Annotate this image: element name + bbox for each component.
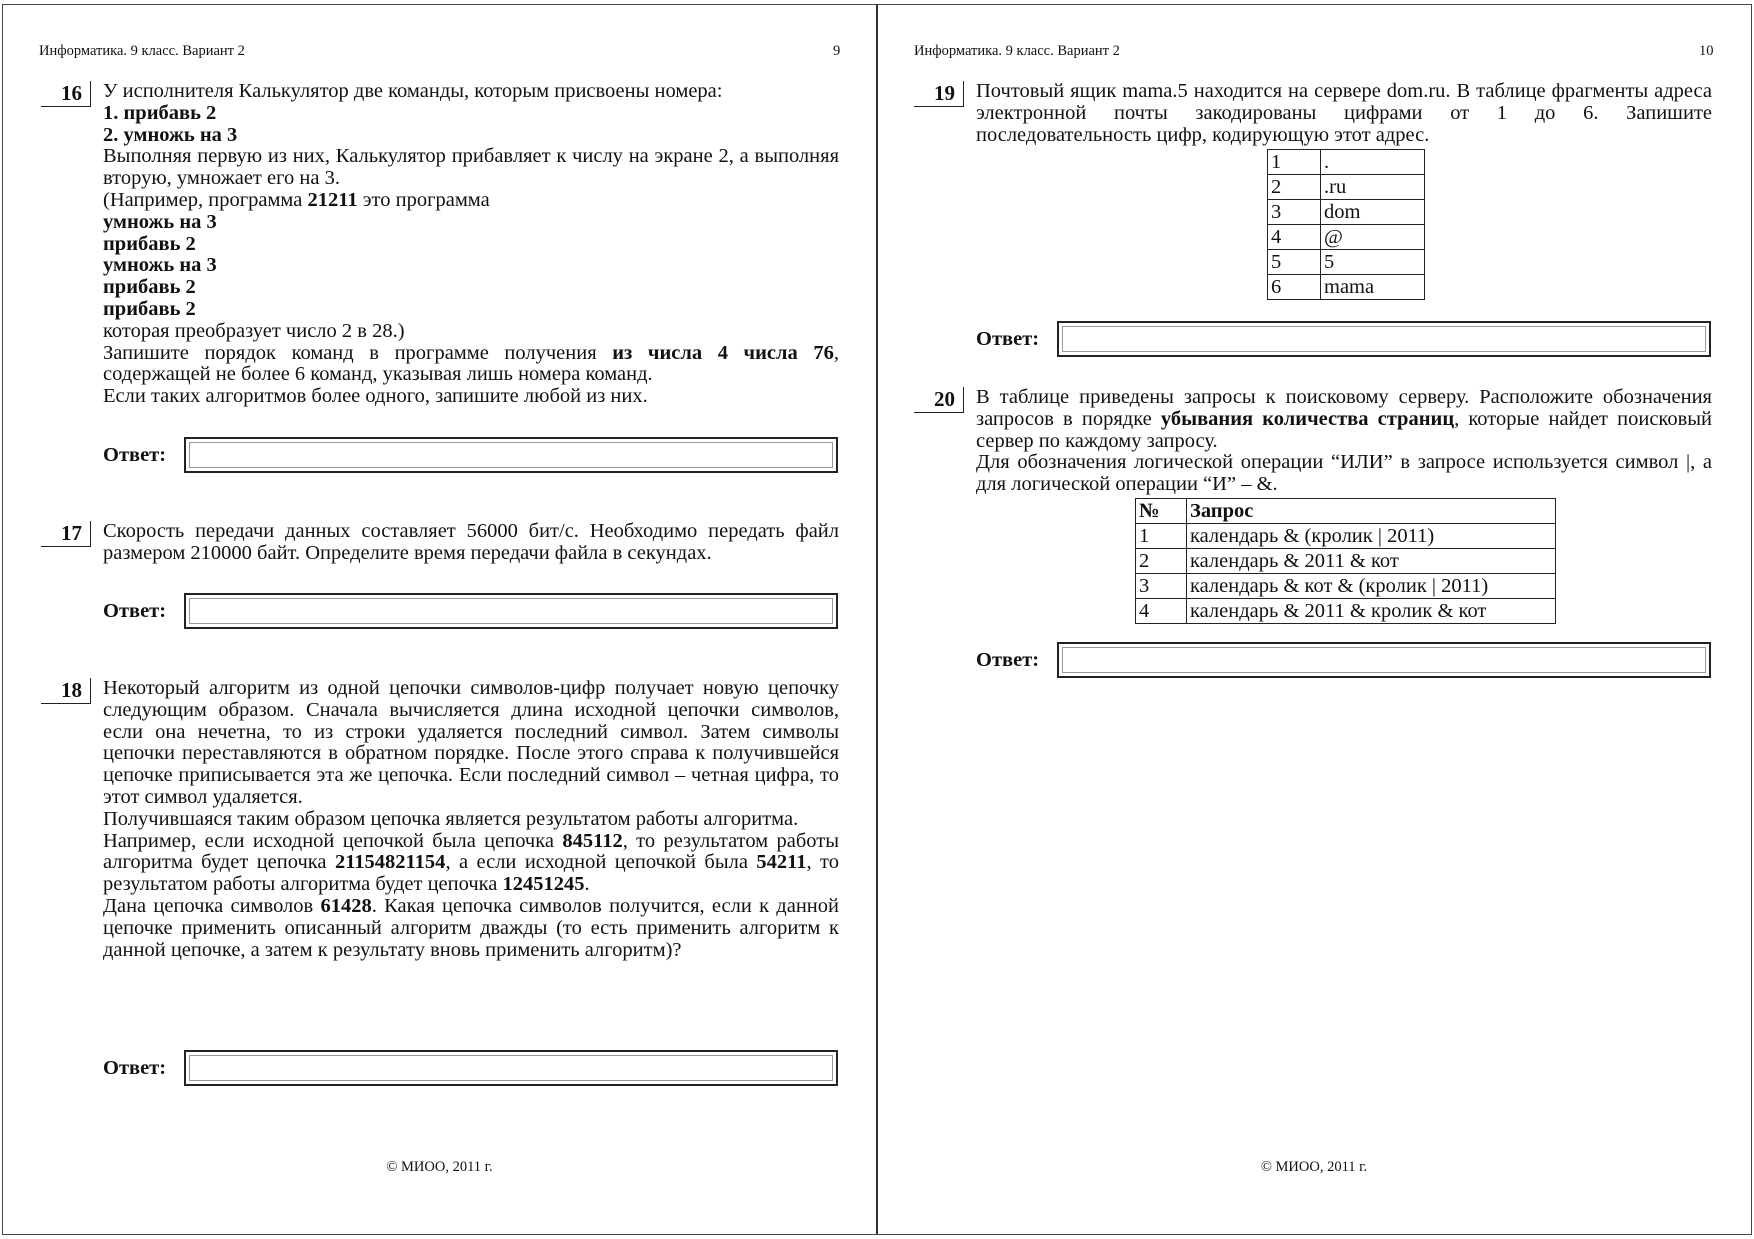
page-footer: © МИОО, 2011 г. xyxy=(386,1159,493,1175)
text-segment: которая преобразует число 2 в 28.) xyxy=(103,319,405,342)
text-segment: , которые найдет поисковый сервер по каждому запросу. xyxy=(976,407,1713,452)
table-row xyxy=(1268,175,1425,200)
text-segment: Например, если исходной цепочкой была цепочка xyxy=(103,829,563,852)
page-header: Информатика. 9 класс. Вариант 2 xyxy=(914,43,1120,59)
table-cell: mama xyxy=(1321,275,1425,300)
bold-text: прибавь 2 xyxy=(103,232,196,255)
paragraph xyxy=(103,678,839,809)
question-16 xyxy=(61,80,840,408)
question-text xyxy=(103,81,839,408)
text-segment: В таблице приведены запросы к поисковому серверу. Расположите обозначения запросов в порядке xyxy=(976,386,1712,430)
text-segment: Дана цепочка символов xyxy=(103,894,321,917)
table-cell: 4 xyxy=(1268,225,1321,250)
answer-17 xyxy=(103,593,838,629)
paragraph xyxy=(103,343,839,387)
table-cell: . xyxy=(1321,150,1425,175)
table-cell: 2 xyxy=(1136,549,1187,574)
table-cell: 3 xyxy=(1268,200,1321,225)
text-segment: Для обозначения логической операции “ИЛИ” в запросе используется символ |, а для логической операции “И” – &. xyxy=(976,451,1712,496)
text-segment: , а если исходной цепочкой была xyxy=(445,851,757,874)
bold-text: убывания количества страниц xyxy=(1160,407,1455,430)
question-18 xyxy=(61,677,839,961)
search-query-table xyxy=(1135,498,1556,624)
table-cell: .ru xyxy=(1321,175,1425,200)
table-cell: календарь & 2011 & кот xyxy=(1187,549,1556,574)
text-segment: . xyxy=(584,873,590,896)
text-segment: . Какая цепочка символов получится, если к данной цепочке применить описанный алгоритм дважды (то есть применить алгоритм к данной цепочке, а затем к результату вновь применить алгоритм)? xyxy=(103,894,839,961)
table-cell: 1 xyxy=(1136,524,1187,549)
paragraph xyxy=(103,125,839,147)
text-segment: (Например, программа xyxy=(103,188,308,211)
question-19 xyxy=(934,80,1712,146)
text-segment: Запишите порядок команд в программе получения xyxy=(103,341,613,364)
answer-field[interactable] xyxy=(184,437,838,473)
paragraph xyxy=(103,103,839,125)
table-row xyxy=(1268,225,1425,250)
question-text xyxy=(976,387,1712,496)
question-text xyxy=(976,81,1712,146)
bold-text: 2. умножь на 3 xyxy=(103,123,238,146)
paragraph xyxy=(103,212,839,234)
text-segment: это программа xyxy=(357,188,490,211)
text-segment: Почтовый ящик mama.5 находится на сервере dom.ru. В таблице фрагменты адреса электронной почты закодированы цифрами от 1 до 6. Запишите последовательность цифр, кодирующую этот адрес. xyxy=(976,80,1712,146)
text-segment: , то результатом работы алгоритма будет цепочка xyxy=(103,829,839,874)
address-code-table xyxy=(1267,149,1425,300)
text-segment: , содержащей не более 6 команд, указывая лишь номера команд. xyxy=(103,341,840,386)
question-number: 19 xyxy=(914,81,964,107)
bold-text: 54211 xyxy=(756,851,807,874)
paragraph xyxy=(976,387,1712,452)
table-cell: 5 xyxy=(1268,250,1321,275)
paragraph xyxy=(103,146,839,190)
table-cell: 1 xyxy=(1268,150,1321,175)
bold-text: умножь на 3 xyxy=(103,254,217,277)
table-cell: календарь & 2011 & кролик & кот xyxy=(1187,599,1556,624)
table-header-cell: Запрос xyxy=(1187,499,1556,524)
table-row xyxy=(1268,275,1425,300)
bold-text: 21211 xyxy=(307,188,358,211)
answer-field[interactable] xyxy=(1057,642,1711,678)
table-row xyxy=(1268,250,1425,275)
paragraph xyxy=(103,299,839,321)
bold-text: прибавь 2 xyxy=(103,276,196,299)
answer-field[interactable] xyxy=(1057,321,1711,357)
table-cell: 6 xyxy=(1268,275,1321,300)
table-header-row xyxy=(1136,499,1556,524)
paragraph xyxy=(103,277,839,299)
question-number: 20 xyxy=(914,387,964,413)
page-footer: © МИОО, 2011 г. xyxy=(1260,1159,1368,1175)
text-segment: Некоторый алгоритм из одной цепочки символов-цифр получает новую цепочку следующим образом. Сначала вычисляется длина исходной цепочки символов, если она нечетна, то из строки удаляется последний символ. Затем символы цепочки переставляются в обратном порядке. После этого справа к получившейся цепочке приписывается эта же цепочка. Если последний символ – четная цифра, то этот символ удаляется. xyxy=(103,677,839,808)
table-cell: календарь & кот & (кролик | 2011) xyxy=(1187,574,1556,599)
page-header: Информатика. 9 класс. Вариант 2 xyxy=(39,43,245,59)
question-17 xyxy=(61,520,839,565)
question-number: 18 xyxy=(41,678,91,704)
table-row xyxy=(1136,574,1556,599)
page-10 xyxy=(877,4,1752,1235)
page-number: 9 xyxy=(833,43,841,59)
page-number: 10 xyxy=(1699,43,1714,59)
table-row xyxy=(1268,150,1425,175)
paragraph xyxy=(103,81,839,103)
answer-19 xyxy=(976,321,1711,357)
answer-16 xyxy=(103,437,838,473)
answer-18 xyxy=(103,1050,838,1086)
table-row xyxy=(1268,200,1425,225)
paragraph xyxy=(976,452,1712,496)
table-row xyxy=(1136,549,1556,574)
answer-label: Ответ: xyxy=(976,327,1040,350)
paragraph xyxy=(103,234,839,256)
table-row xyxy=(1136,599,1556,624)
question-number: 17 xyxy=(41,521,91,547)
paragraph xyxy=(103,896,839,961)
answer-20 xyxy=(976,642,1711,678)
text-segment: У исполнителя Калькулятор две команды, которым присвоены номера: xyxy=(103,80,723,102)
bold-text: из числа 4 числа 76 xyxy=(612,341,834,364)
bold-text: умножь на 3 xyxy=(103,210,217,233)
table-cell: 5 xyxy=(1321,250,1425,275)
text-segment: , то результатом работы алгоритма будет цепочка xyxy=(103,851,839,896)
question-20 xyxy=(934,386,1713,496)
answer-label: Ответ: xyxy=(103,599,167,622)
bold-text: 12451245 xyxy=(502,873,585,896)
table-cell: @ xyxy=(1321,225,1425,250)
table-cell: 2 xyxy=(1268,175,1321,200)
table-cell: dom xyxy=(1321,200,1425,225)
paragraph xyxy=(103,321,839,343)
answer-label: Ответ: xyxy=(103,443,167,466)
paragraph xyxy=(103,190,839,212)
answer-field[interactable] xyxy=(184,593,838,629)
table-cell: календарь & (кролик | 2011) xyxy=(1187,524,1556,549)
bold-text: 21154821154 xyxy=(334,851,446,874)
paragraph xyxy=(103,255,839,277)
text-segment: Если таких алгоритмов более одного, запишите любой из них. xyxy=(103,385,648,408)
paragraph xyxy=(103,831,839,896)
bold-text: прибавь 2 xyxy=(103,297,196,320)
text-segment: Скорость передачи данных составляет 56000 бит/c. Необходимо передать файл размером 210000 байт. Определите время передачи файла в секундах. xyxy=(103,520,839,564)
table-row xyxy=(1136,524,1556,549)
answer-label: Ответ: xyxy=(103,1056,167,1079)
bold-text: 61428 xyxy=(320,894,372,917)
table-cell: 3 xyxy=(1136,574,1187,599)
paragraph xyxy=(976,81,1712,146)
bold-text: 845112 xyxy=(562,829,623,852)
text-segment: Получившаяся таким образом цепочка является результатом работы алгоритма. xyxy=(103,807,799,830)
question-number: 16 xyxy=(41,81,91,107)
answer-field[interactable] xyxy=(184,1050,838,1086)
paragraph xyxy=(103,386,839,408)
text-segment: Выполняя первую из них, Калькулятор прибавляет к числу на экране 2, а выполняя вторую, умножает его на 3. xyxy=(103,145,839,190)
question-text xyxy=(103,521,839,565)
table-cell: 4 xyxy=(1136,599,1187,624)
table-header-cell: № xyxy=(1136,499,1187,524)
answer-label: Ответ: xyxy=(976,648,1040,671)
bold-text: 1. прибавь 2 xyxy=(103,101,217,124)
question-text xyxy=(103,678,839,961)
paragraph xyxy=(103,521,839,565)
paragraph xyxy=(103,809,839,831)
page-9 xyxy=(2,4,878,1235)
